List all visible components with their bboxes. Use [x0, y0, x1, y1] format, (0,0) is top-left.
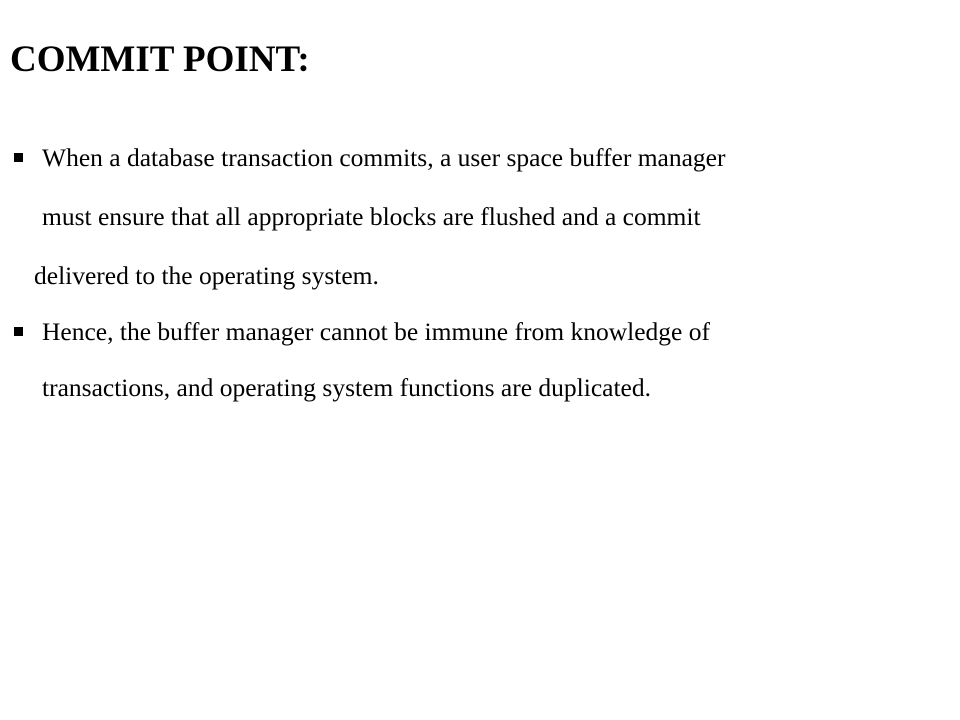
bullet-line: must ensure that all appropriate blocks are flushed and a commit — [42, 202, 701, 231]
bullet-line: When a database transaction commits, a user space buffer manager — [42, 143, 726, 172]
bullet-line: transactions, and operating system functions are duplicated. — [42, 373, 651, 402]
square-bullet-icon — [14, 327, 23, 336]
bullet-line: delivered to the operating system. — [34, 261, 379, 290]
bullet-line: Hence, the buffer manager cannot be immune from knowledge of — [42, 317, 710, 346]
slide-title: COMMIT POINT: — [10, 39, 310, 80]
square-bullet-icon — [14, 153, 23, 162]
